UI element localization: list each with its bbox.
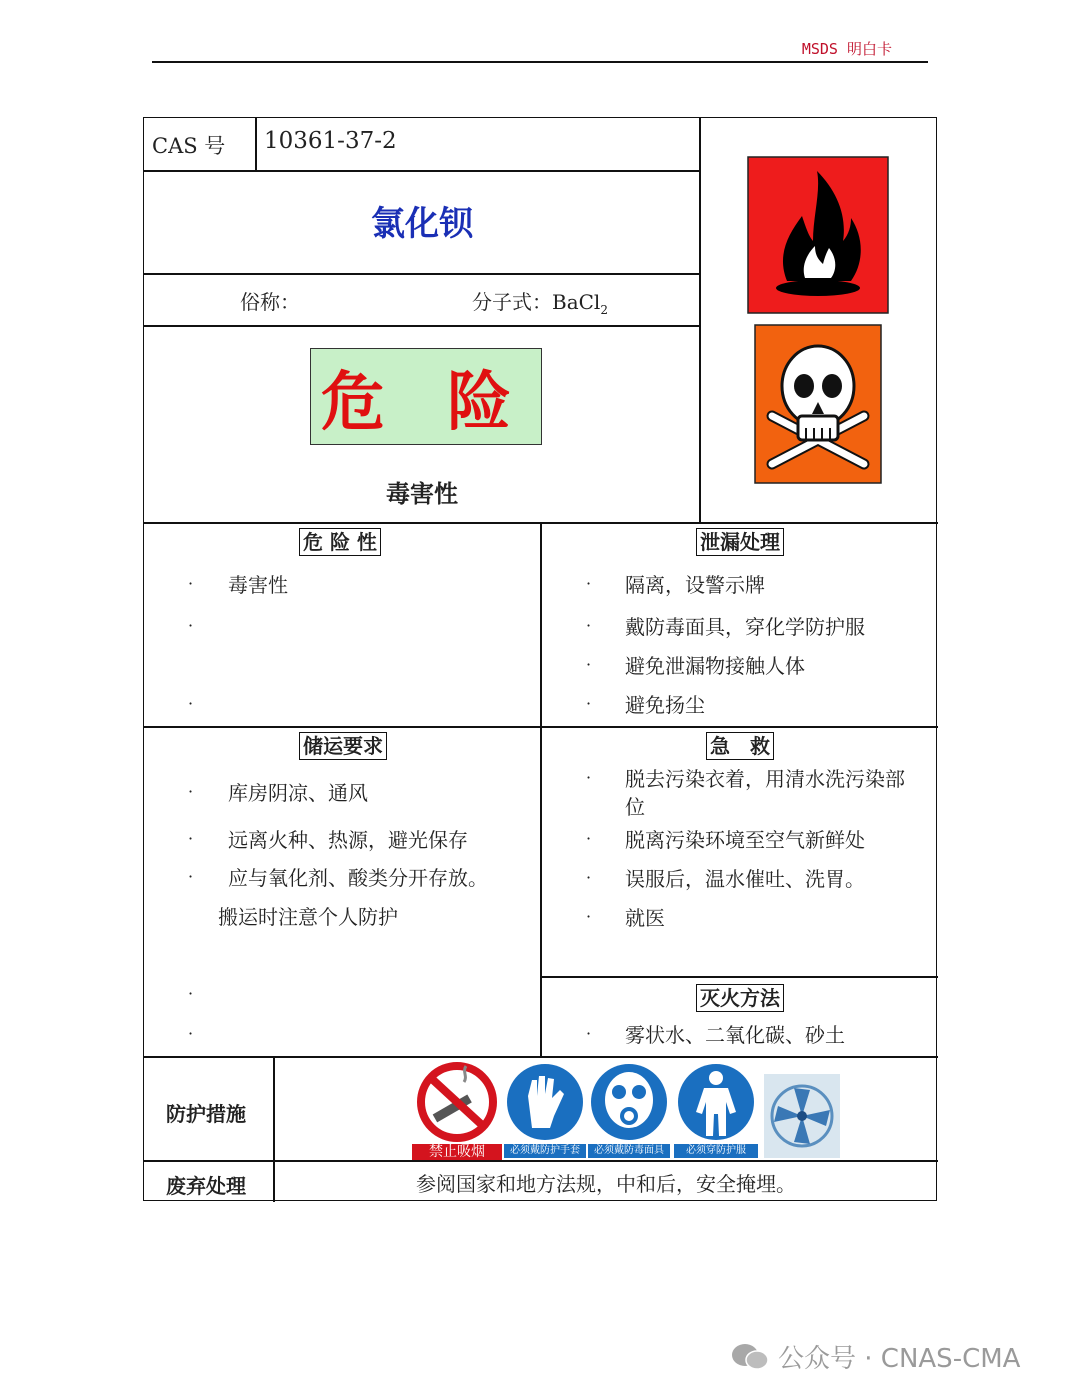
ventilation-fan-icon: [764, 1074, 840, 1158]
divider: [144, 1160, 938, 1162]
list-item: 毒害性: [228, 573, 288, 597]
signal-word-box: 危 险: [310, 348, 542, 445]
section-title-first-aid: 急 救: [706, 732, 774, 760]
disposal-text: 参阅国家和地方法规，中和后，安全掩埋。: [416, 1172, 796, 1196]
sign-caption: 禁止吸烟: [412, 1144, 502, 1160]
header-rule: [152, 61, 928, 63]
bullet: ·: [586, 574, 592, 593]
bullet: ·: [586, 868, 592, 887]
disposal-label: 废弃处理: [166, 1174, 246, 1198]
flammable-icon: [747, 156, 889, 314]
list-item: 戴防毒面具，穿化学防护服: [625, 615, 865, 639]
hazard-class: 毒害性: [386, 480, 458, 508]
list-item: 避免扬尘: [625, 693, 705, 717]
list-item: 远离火种、热源，避光保存: [228, 828, 468, 852]
section-title-hazard: 危 险 性: [299, 528, 381, 556]
bullet: ·: [188, 694, 194, 713]
gas-mask-sign: [588, 1062, 670, 1160]
bullet: ·: [586, 616, 592, 635]
sign-caption: 必须戴防护手套: [504, 1144, 586, 1158]
divider: [144, 1056, 938, 1058]
gloves-icon: [504, 1062, 586, 1144]
list-item: 位: [625, 795, 645, 819]
watermark: [730, 1338, 1020, 1375]
protective-suit-sign: [674, 1062, 758, 1160]
section-title-storage: 储运要求: [299, 732, 387, 760]
sign-caption: 必须穿防护服: [674, 1144, 758, 1158]
sign-caption: 必须戴防毒面具: [588, 1144, 670, 1158]
divider: [144, 273, 700, 275]
molecular-formula: 分子式：BaCl$_2$: [472, 290, 608, 317]
divider: [144, 170, 700, 172]
msds-card: [143, 117, 937, 1201]
gloves-sign: [504, 1062, 586, 1160]
chemical-name: 氯化钡: [371, 204, 473, 244]
list-item: 库房阴凉、通风: [228, 781, 368, 805]
no-smoking-sign: [412, 1062, 502, 1160]
list-item: 搬运时注意个人防护: [218, 905, 398, 929]
section-title-fire: 灭火方法: [696, 984, 784, 1012]
list-item: 误服后，温水催吐、洗胃。: [625, 867, 865, 891]
bullet: ·: [188, 574, 194, 593]
bullet: ·: [188, 1024, 194, 1043]
bullet: ·: [586, 655, 592, 674]
list-item: 应与氧化剂、酸类分开存放。: [228, 866, 488, 890]
bullet: ·: [586, 694, 592, 713]
no-smoking-icon: [412, 1062, 502, 1144]
list-item: 避免泄漏物接触人体: [625, 654, 805, 678]
bullet: ·: [188, 984, 194, 1003]
cas-number: 10361-37-2: [264, 128, 397, 154]
bullet: ·: [586, 1024, 592, 1043]
divider: [699, 118, 701, 522]
bullet: ·: [586, 907, 592, 926]
bullet: ·: [188, 616, 194, 635]
bullet: ·: [188, 867, 194, 886]
gas-mask-icon: [588, 1062, 670, 1144]
bullet: ·: [188, 829, 194, 848]
section-title-leak: 泄漏处理: [696, 528, 784, 556]
protective-suit-icon: [674, 1062, 758, 1144]
divider: [255, 118, 257, 170]
divider: [540, 976, 938, 978]
divider: [540, 522, 542, 1056]
watermark-text: 公众号 · CNAS-CMA: [778, 1344, 1021, 1374]
alias-label: 俗称：: [240, 290, 300, 314]
list-item: 隔离，设警示牌: [625, 573, 765, 597]
cas-label: CAS 号: [152, 134, 226, 158]
divider: [144, 325, 700, 327]
list-item: 就医: [625, 906, 665, 930]
bullet: ·: [586, 829, 592, 848]
list-item: 脱去污染衣着，用清水洗污染部: [625, 767, 905, 791]
list-item: 脱离污染环境至空气新鲜处: [625, 828, 865, 852]
toxic-skull-icon: [754, 324, 882, 484]
wechat-icon: [730, 1342, 770, 1372]
list-item: 雾状水、二氧化碳、砂土: [625, 1023, 845, 1047]
msds-header-tag: MSDS 明白卡: [801, 40, 892, 58]
bullet: ·: [586, 768, 592, 787]
bullet: ·: [188, 782, 194, 801]
protection-label: 防护措施: [166, 1102, 246, 1126]
